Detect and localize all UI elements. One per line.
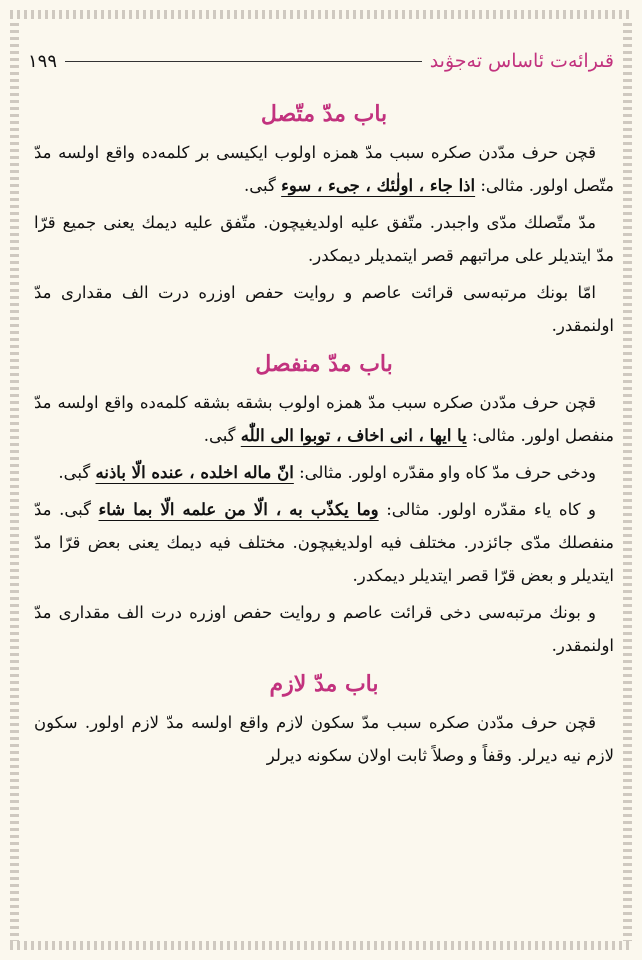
paragraph-text: قچن حرف مدّدن صكره سبب مدّ همزه اولوب ايكيسى بر كلمه‌ده واقع اولسه مدّ متّصل اولور. مثالى: [34,143,614,195]
paragraph [34,386,614,452]
paragraph-tail: گبى. [58,463,91,482]
header-rule [65,61,422,62]
paragraph-text: ودخى حرف مدّ كاه واو مقدّره اولور. مثالى: [299,463,596,482]
paragraph-text: و بونك مرتبه‌سى دخى قرائت عاصم و روایت حفص اوزره درت الف مقدارى مدّ اولنمقدر. [34,603,614,655]
example-text: یا ایها ، انى اخاف ، توبوا الى اللّٰه [240,426,467,445]
running-header [28,46,614,76]
page-body [34,92,614,776]
example-text: اذا جاء ، اولٰئك ، جیء ، سوء [281,176,476,195]
section-title: باب مدّ لازم [269,671,379,697]
example-text: انّ ماله اخلده ، عنده الّا باذنه [95,463,294,482]
paragraph-text: امّا بونك مرتبه‌سى قرائت عاصم و روایت حفص اوزره درت الف مقدارى مدّ اولنمقدر. [34,283,614,335]
paragraph [34,206,614,272]
paragraph-text: مدّ متّصلك مدّى واجبدر. متّفق علیه اولدیغیچون. متّفق علیه دیمك یعنى جمیع قرّا مدّ ایتدیلر على مراتبهم قصر ایتمدیلر دیمكدر. [34,213,614,265]
paragraph [34,706,614,772]
paragraph-text: و كاه یاء مقدّره اولور. مثالى: [386,500,597,519]
paragraph [34,456,614,489]
paragraph-tail: گبى. [203,426,236,445]
example-text: وما یكذّب به ، الّا من علمه الّا بما شاء [98,500,379,519]
page-number: ١٩٩ [28,50,58,72]
section-title: باب مدّ متّصل [260,101,388,127]
section-title: باب مدّ منفصل [255,351,393,377]
paragraph [34,493,614,592]
paragraph-tail: گبى. مدّ منفصلك مدّى جائزدر. مختلف فیه اولدیغیچون. مختلف فیه دیمك یعنى بعض قرّا مدّ ایتدیلر و بعض قرّا قصر ایتدیلر دیمكدر. [34,500,614,585]
paragraph-text: قچن حرف مدّدن صكره سبب مدّ سكون لازم واقع اولسه مدّ لازم اولور. سكون لازم نیه دیرلر. وقفاً و وصلاً ثابت اولان سكونه دیرلر [34,713,614,765]
paragraph [34,136,614,202]
paragraph-tail: گبى. [244,176,276,195]
paragraph [34,596,614,662]
book-title: قىرائەت ئاساس تەجۋىد [429,50,614,72]
paragraph-text: قچن حرف مدّدن صكره سبب مدّ همزه اولوب بشقه بشقه كلمه‌ده واقع اولسه مدّ منفصل اولور. مثالى: [34,393,614,445]
paragraph [34,276,614,342]
